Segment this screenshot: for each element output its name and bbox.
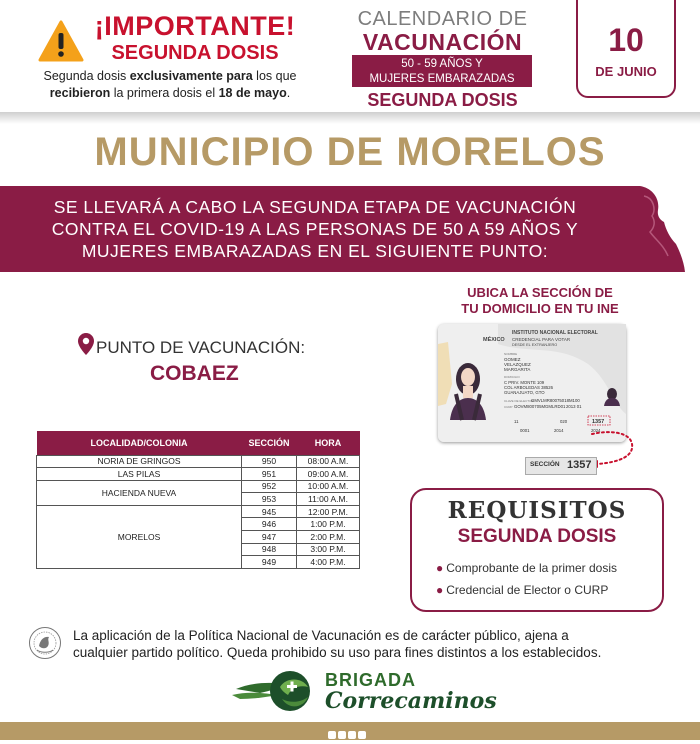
ine-addr-1: C PRIV. MONTE 109: [504, 380, 545, 385]
ine-seccion: 1357: [592, 419, 605, 425]
facebook-icon[interactable]: [328, 731, 336, 739]
ine-abroad: DESDE EL EXTRANJERO: [512, 343, 558, 347]
correcaminos-label: Correcaminos: [325, 688, 497, 714]
table-cell-seccion: 946: [242, 518, 297, 531]
punto-label: PUNTO DE VACUNACIÓN:: [96, 338, 306, 357]
ine-title-line1: UBICA LA SECCIÓN DE: [467, 285, 613, 300]
social-icons: [328, 726, 368, 736]
requisito-text: Comprobante de la primer dosis: [446, 561, 617, 575]
ine-name-3: MARGARITA: [504, 367, 531, 372]
ine-name-2: VELAZQUEZ: [504, 362, 531, 367]
ine-credential: CREDENCIAL PARA VOTAR: [512, 337, 571, 342]
legal-notice: [73, 627, 673, 661]
instagram-icon[interactable]: [348, 731, 356, 739]
section-callout-label: SECCIÓN: [530, 461, 560, 468]
table-cell-hora: 10:00 A.M.: [297, 480, 360, 493]
table-cell-hora: 12:00 P.M.: [297, 505, 360, 518]
table-header-row: [37, 431, 360, 455]
important-text: Segunda dosis exclusivamente para los que recibieron la primera dosis el 18 de mayo.: [43, 69, 297, 100]
government-seal-icon: [28, 626, 62, 660]
table-cell-hora: 3:00 P.M.: [297, 543, 360, 556]
twitter-icon[interactable]: [338, 731, 346, 739]
table-cell-seccion: 947: [242, 531, 297, 544]
table-row: [37, 455, 360, 468]
ine-key: GMVLMR80075018M100: [531, 398, 580, 403]
table-row: [37, 480, 360, 493]
ine-addr-2: COL ARBOLEDAS 38526: [504, 385, 554, 390]
banner-text: [30, 196, 600, 262]
ine-curp: GOVM800705MGMLRD01: [514, 404, 566, 409]
table-cell-seccion: 950: [242, 455, 297, 468]
brigada-label: BRIGADA: [325, 670, 416, 690]
important-subtitle: SEGUNDA DOSIS: [111, 42, 279, 64]
calendar-group-line1: 50 - 59 AÑOS Y: [401, 58, 483, 70]
date-month: DE JUNIO: [595, 64, 657, 79]
list-item: [436, 560, 656, 582]
ine-country: MÉXICO: [483, 337, 505, 343]
table-cell-seccion: 945: [242, 505, 297, 518]
municipio-title: MUNICIPIO DE MORELOS: [94, 130, 606, 174]
ine-curp-label: CURP: [504, 405, 513, 409]
ine-name-label: NOMBRE: [504, 352, 518, 356]
table-cell-localidad: HACIENDA NUEVA: [37, 480, 242, 505]
table-cell-localidad: NORIA DE GRINGOS: [37, 455, 242, 468]
table-row: [37, 468, 360, 481]
bullet-icon: ●: [436, 561, 444, 575]
ine-title-line2: TU DOMICILIO EN TU INE: [461, 301, 619, 316]
table-cell-seccion: 953: [242, 493, 297, 506]
date-day: 10: [608, 22, 644, 58]
dotted-connector-icon: [590, 418, 640, 470]
ine-estado: 11: [514, 419, 519, 424]
section-callout-value: 1357: [567, 459, 592, 471]
header-shadow: [0, 112, 700, 124]
ine-name-1: GOMEZ: [504, 357, 521, 362]
table-header-hora: HORA: [297, 431, 360, 455]
table-cell-seccion: 951: [242, 468, 297, 481]
table-cell-hora: 09:00 A.M.: [297, 468, 360, 481]
banner-line1: SE LLEVARÁ A CABO LA SEGUNDA ETAPA DE VACUNACIÓN: [53, 197, 577, 217]
important-title: ¡IMPORTANTE!: [94, 11, 296, 41]
table-cell-hora: 08:00 A.M.: [297, 455, 360, 468]
requisitos-title: REQUISITOS: [447, 497, 627, 524]
table-header-seccion: SECCIÓN: [242, 431, 297, 455]
table-cell-localidad: LAS PILAS: [37, 468, 242, 481]
list-item: [436, 582, 656, 604]
ine-localidad: 0001: [520, 428, 530, 433]
requisito-text: Credencial de Elector o CURP: [446, 583, 609, 597]
banner-line2: CONTRA EL COVID-19 A LAS PERSONAS DE 50 A 59 AÑOS Y: [51, 219, 579, 239]
calendar-title: CALENDARIO DE: [357, 8, 528, 30]
ine-vigencia: 2024: [591, 428, 601, 433]
youtube-icon[interactable]: [358, 731, 366, 739]
table-cell-hora: 2:00 P.M.: [297, 531, 360, 544]
requisitos-subtitle: SEGUNDA DOSIS: [457, 526, 617, 547]
table-cell-seccion: 948: [242, 543, 297, 556]
ine-emision: 2014: [554, 428, 564, 433]
ine-year: 2013 01: [566, 404, 582, 409]
location-pin-icon: [78, 333, 94, 355]
ine-municipio: 020: [560, 419, 568, 424]
calendar-title-bold: VACUNACIÓN: [362, 29, 523, 55]
ine-institution: INSTITUTO NACIONAL ELECTORAL: [512, 330, 598, 336]
ine-title: [435, 285, 645, 317]
table-cell-hora: 11:00 A.M.: [297, 493, 360, 506]
warning-icon: [38, 20, 84, 62]
woman-silhouette-icon: [600, 186, 685, 272]
calendar-dose: SEGUNDA DOSIS: [367, 90, 518, 110]
table-cell-localidad: MORELOS: [37, 505, 242, 568]
banner-line3: MUJERES EMBARAZADAS EN EL SIGUIENTE PUNTO:: [81, 241, 549, 261]
brigada-correcaminos-logo-icon: [230, 665, 322, 717]
ine-addr-label: DOMICILIO: [504, 375, 520, 379]
ine-key-label: CLAVE DE ELECTOR: [504, 399, 534, 403]
table-row: [37, 505, 360, 518]
punto-value: COBAEZ: [150, 362, 239, 385]
table-cell-hora: 1:00 P.M.: [297, 518, 360, 531]
requisitos-list: [436, 560, 656, 604]
table-cell-hora: 4:00 P.M.: [297, 556, 360, 569]
table-cell-seccion: 952: [242, 480, 297, 493]
legal-line1: La aplicación de la Política Nacional de Vacunación es de carácter público, ajena a: [73, 628, 569, 643]
legal-line2: cualquier partido político. Queda prohibido su uso para fines distintos a los establecidos.: [73, 645, 602, 660]
table-cell-seccion: 949: [242, 556, 297, 569]
ine-addr-3: GUANAJUATO, GTO: [504, 390, 545, 395]
schedule-table: [36, 431, 360, 569]
bullet-icon: ●: [436, 583, 444, 597]
calendar-group-box: [352, 55, 532, 87]
table-header-localidad: LOCALIDAD/COLONIA: [37, 431, 242, 455]
calendar-group-line2: MUJERES EMBARAZADAS: [369, 73, 515, 85]
